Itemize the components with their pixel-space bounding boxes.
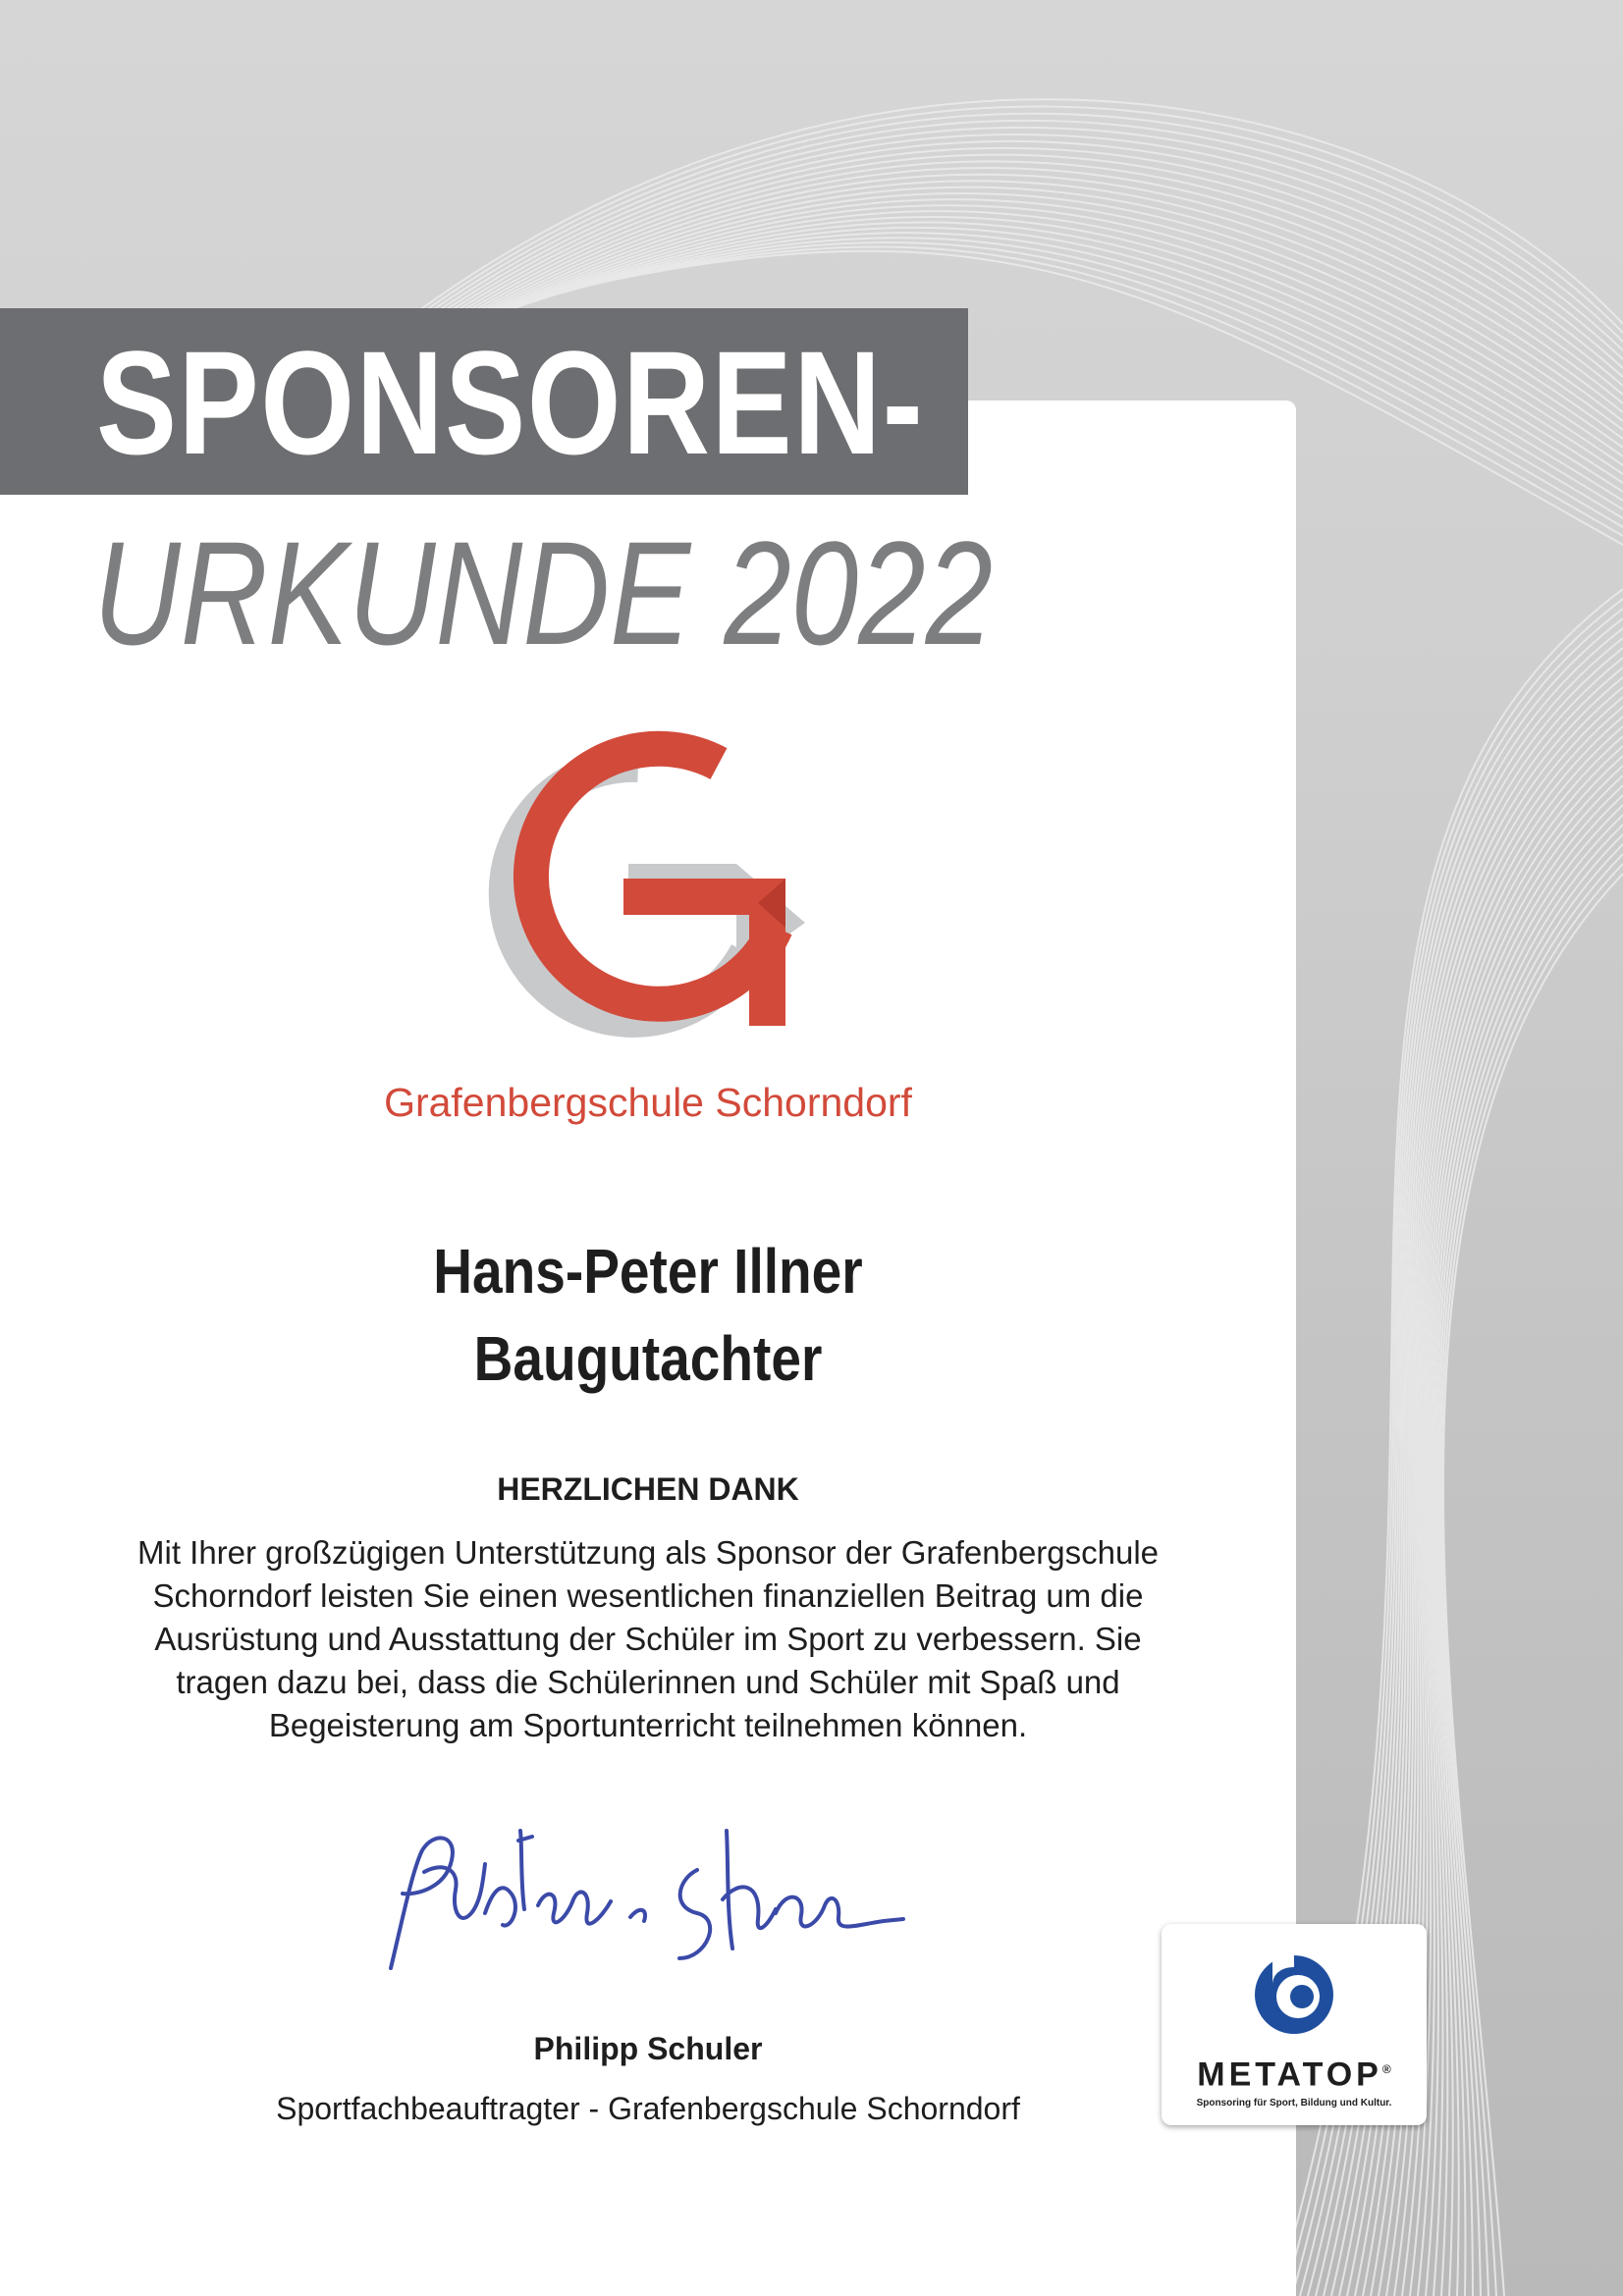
school-logo — [452, 726, 864, 1041]
handwritten-signature — [373, 1811, 923, 1993]
thanks-text-line: tragen dazu bei, dass die Schülerinnen und Schüler mit Spaß und — [176, 1664, 1120, 1700]
metatop-badge — [1162, 1924, 1427, 2125]
background-wave-line — [1434, 825, 1623, 2296]
metatop-tagline: Sponsoring für Sport, Bildung und Kultur. — [1196, 2098, 1392, 2109]
sponsor-name: Hans-Peter Illner — [433, 1236, 863, 1307]
signer-title: Sportfachbeauftragter - Grafenbergschule Schorndorf — [276, 2091, 1020, 2126]
thanks-text — [137, 1531, 1159, 1747]
metatop-wordmark: METATOP® — [1197, 2056, 1391, 2094]
thanks-text-line: Schorndorf leisten Sie einen wesentlichen finanziellen Beitrag um die — [152, 1577, 1144, 1614]
registered-mark: ® — [1381, 2062, 1391, 2076]
certificate-title-line-1: SPONSOREN- — [96, 320, 925, 485]
background-wave-line — [1430, 795, 1623, 2296]
background-wave-line — [1426, 775, 1623, 2296]
thanks-text-line: Ausrüstung und Ausstattung der Schüler im Sport zu verbessern. Sie — [154, 1621, 1142, 1657]
sponsor-role: Baugutachter — [473, 1323, 823, 1394]
thanks-heading: HERZLICHEN DANK — [497, 1471, 799, 1507]
background-wave-line — [1418, 766, 1623, 2296]
thanks-text-line: Begeisterung am Sportunterricht teilnehmen können. — [268, 1707, 1028, 1743]
background-wave-line — [1432, 805, 1623, 2296]
school-name: Grafenbergschule Schorndorf — [384, 1080, 912, 1125]
thanks-text-line: Mit Ihrer großzügigen Unterstützung als Sponsor der Grafenbergschule — [137, 1534, 1160, 1571]
signer-name: Philipp Schuler — [533, 2031, 763, 2066]
metatop-logo-icon — [1251, 1946, 1337, 2036]
certificate-title-line-2: URKUNDE 2022 — [93, 510, 994, 675]
